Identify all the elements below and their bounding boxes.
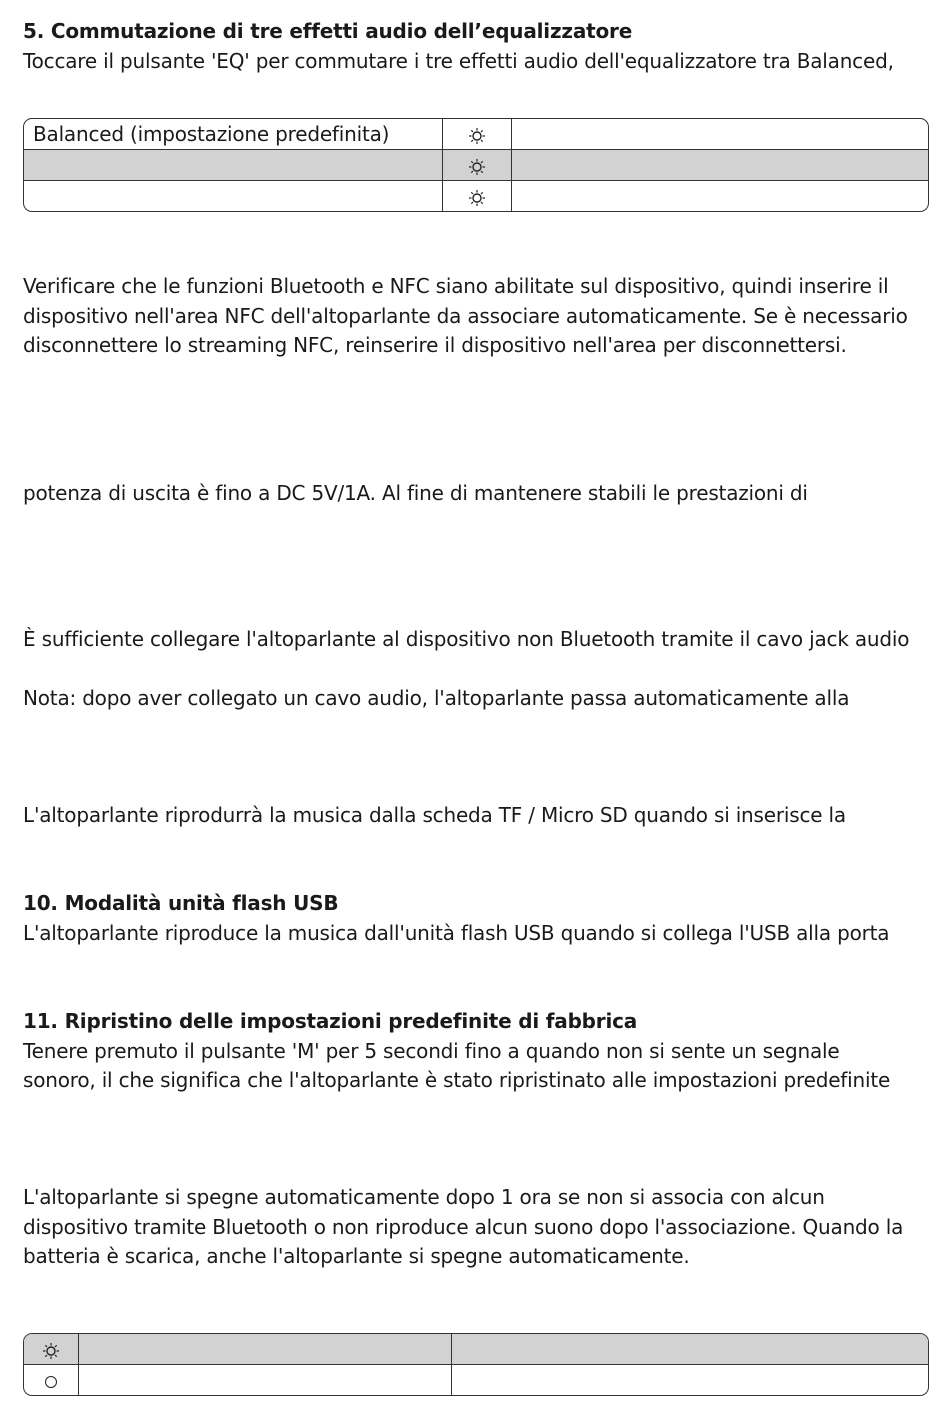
sun-icon (468, 189, 486, 207)
led-desc (452, 1365, 928, 1395)
led-table (23, 1333, 929, 1396)
eq-mode-desc (512, 181, 928, 211)
led-row (24, 1334, 928, 1365)
power-text: potenza di uscita è fino a DC 5V/1A. Al fine di mantenere stabili le prestazioni di (23, 481, 808, 505)
led-desc (452, 1334, 928, 1365)
led-state (79, 1365, 452, 1395)
section-10-heading: 10. Modalità unità flash USB (23, 891, 339, 915)
section-5 (23, 17, 894, 76)
tf-text: L'altoparlante riprodurrà la musica dalla scheda TF / Micro SD quando si inserisce la (23, 803, 846, 827)
led-state (79, 1334, 452, 1365)
eq-row (24, 181, 928, 211)
eq-row (24, 119, 928, 150)
section-10-text: L'altoparlante riproduce la musica dall'unità flash USB quando si collega l'USB alla porta (23, 920, 890, 945)
autooff-line: batteria è scarica, anche l'altoparlante si spegne automaticamente. (23, 1244, 690, 1268)
sun-icon (468, 127, 486, 145)
section-11-line: Tenere premuto il pulsante 'M' per 5 secondi fino a quando non si sente un segnale (23, 1038, 840, 1063)
section-11-line: sonoro, il che significa che l'altoparlante è stato ripristinato alle impostazioni predefinite (23, 1068, 891, 1092)
sun-icon (42, 1342, 60, 1360)
autooff-paragraph (23, 1183, 903, 1272)
eq-table (23, 118, 929, 212)
section-5-heading: 5. Commutazione di tre effetti audio dell’equalizzatore (23, 19, 633, 43)
eq-mode-label (24, 150, 443, 181)
eq-mode-desc (512, 150, 928, 181)
nfc-line: dispositivo nell'area NFC dell'altoparlante da associare automaticamente. Se è necessario (23, 303, 908, 328)
nfc-paragraph (23, 272, 908, 361)
tf-paragraph (23, 801, 846, 831)
power-paragraph (23, 479, 808, 509)
eq-mode-label (24, 181, 443, 211)
autooff-line: dispositivo tramite Bluetooth o non riproduce alcun suono dopo l'associazione. Quando la (23, 1214, 904, 1239)
eq-row (24, 150, 928, 181)
aux-paragraph (23, 625, 909, 655)
aux-note-text: Nota: dopo aver collegato un cavo audio, l'altoparlante passa automaticamente alla (23, 686, 850, 710)
section-10 (23, 889, 889, 948)
autooff-line: L'altoparlante si spegne automaticamente dopo 1 ora se non si associa con alcun (23, 1185, 825, 1209)
sun-icon (468, 158, 486, 176)
led-row (24, 1365, 928, 1395)
eq-mode-label: Balanced (impostazione predefinita) (24, 119, 443, 150)
aux-note (23, 684, 849, 714)
section-11 (23, 1007, 890, 1096)
nfc-line: Verificare che le funzioni Bluetooth e NFC siano abilitate sul dispositivo, quindi inserire il (23, 274, 889, 298)
aux-text: È sufficiente collegare l'altoparlante al dispositivo non Bluetooth tramite il cavo jack audio (23, 627, 910, 651)
section-11-heading: 11. Ripristino delle impostazioni predefinite di fabbrica (23, 1009, 638, 1033)
section-5-text: Toccare il pulsante 'EQ' per commutare i tre effetti audio dell'equalizzatore tra Balanced, (23, 48, 894, 73)
eq-mode-desc (512, 119, 928, 150)
circle-icon (45, 1376, 57, 1388)
nfc-line: disconnettere lo streaming NFC, reinserire il dispositivo nell'area per disconnettersi. (23, 333, 847, 357)
